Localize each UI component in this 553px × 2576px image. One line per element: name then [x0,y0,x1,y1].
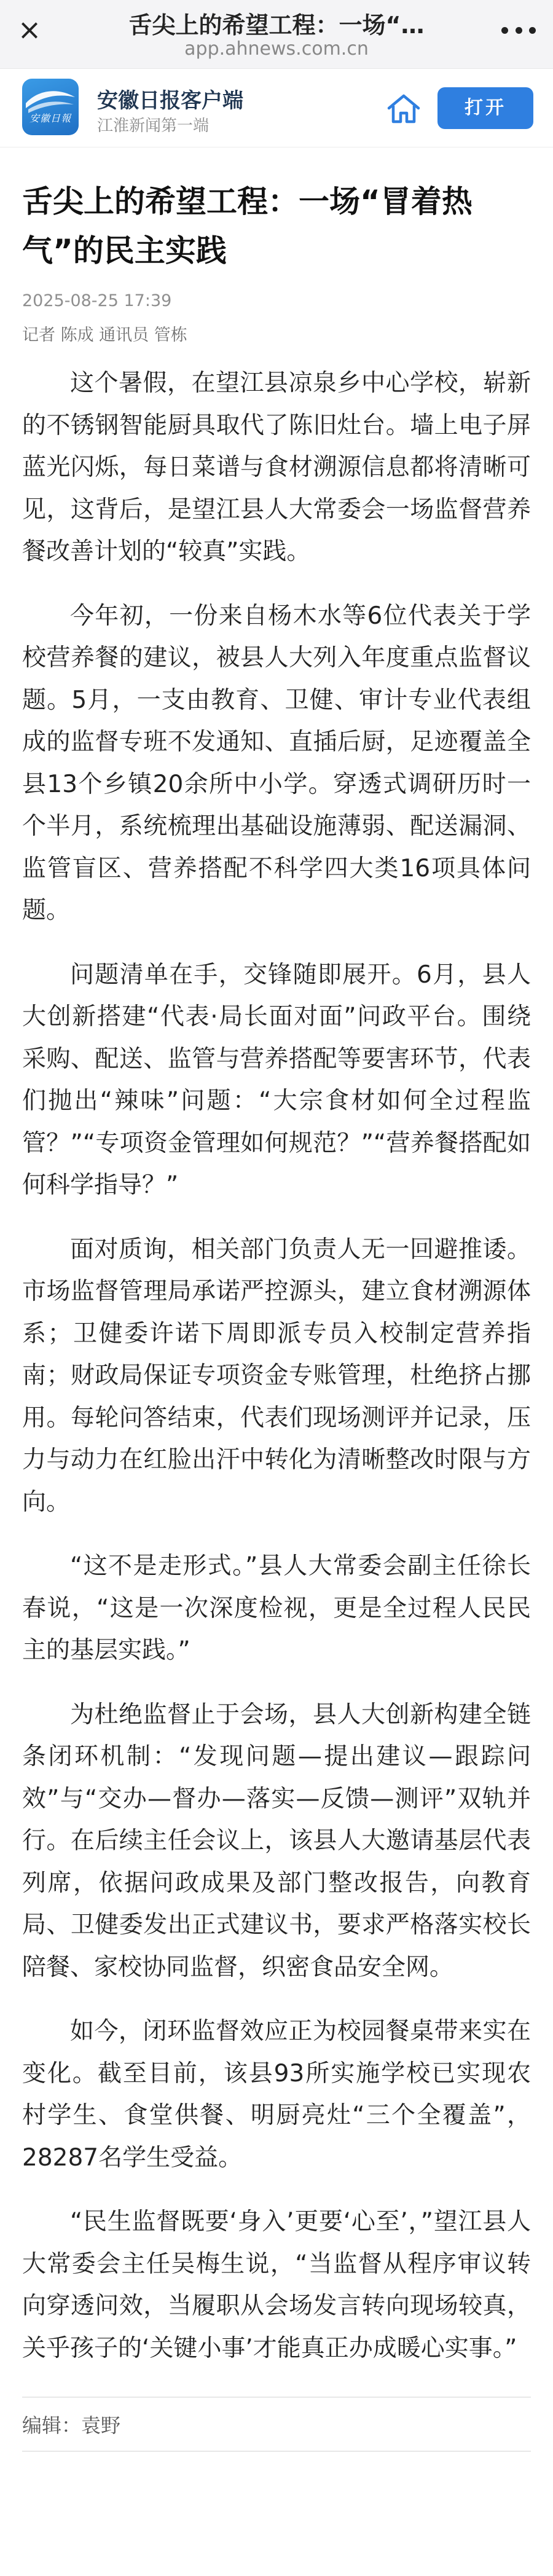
paragraph: 这个暑假，在望江县凉泉乡中心学校，崭新的不锈钢智能厨具取代了陈旧灶台。墙上电子屏蓝光闪烁，每日菜谱与食材溯源信息都将清晰可见，这背后，是望江县人大常委会一场监督营养餐改善计划的“较真”实践。 [22,369,531,565]
browser-top-bar [0,0,553,69]
more-dot [501,27,508,34]
article-headline: 舌尖上的希望工程：一场“冒着热气”的民主实践 [22,184,473,269]
article [22,147,531,2452]
more-icon[interactable] [501,21,536,39]
open-app-button[interactable]: 打开 [437,87,533,129]
home-icon[interactable] [386,93,422,124]
paragraph: 面对质询，相关部门负责人无一回避推诿。市场监督管理局承诺严控源头，建立食材溯源体系；卫健委许诺下周即派专员入校制定营养指南；财政局保证专项资金专账管理，杜绝挤占挪用。每轮问答结束，代表们现场测评并记录，压力与动力在红脸出汗中转化为清晰整改时限与方向。 [22,1235,531,1516]
app-download-banner [0,69,553,147]
app-logo [22,79,79,135]
paragraph: 今年初，一份来自杨木水等6位代表关于学校营养餐的建议，被县人大列入年度重点监督议题。5月，一支由教育、卫健、审计专业代表组成的监督专班不发通知、直插后厨，足迹覆盖全县13个乡镇20余所中小学。穿透式调研历时一个半月，系统梳理出基础设施薄弱、配送漏洞、监管盲区、营养搭配不科学四大类16项具体问题。 [22,602,531,924]
publish-date: 2025-08-25 17:39 [22,291,172,310]
paragraph: “民生监督既要‘身入’更要‘心至’，”望江县人大常委会主任吴梅生说，“当监督从程序审议转向穿透问效，当履职从会场发言转向现场较真，关乎孩子的‘关键小事’才能真正办成暖心实事。” [22,2208,531,2362]
article-body [22,363,531,2370]
byline: 记者 陈成 通讯员 管栋 [22,326,187,345]
logo-wave-icon [22,79,79,135]
divider [22,2397,531,2398]
paragraph: 如今，闭环监督效应正为校园餐桌带来实在变化。截至目前，该县93所实施学校已实现农村学生、食堂供餐、明厨亮灶“三个全覆盖”，28287名学生受益。 [22,2017,531,2172]
app-name: 安徽日报客户端 [97,88,243,113]
page-url: app.ahnews.com.cn [184,38,369,60]
logo-text: 安徽日報 [29,112,71,124]
divider [22,2451,531,2452]
page-title: 舌尖上的希望工程：一场“… [128,12,425,39]
editor-credit: 编辑：袁野 [22,2414,121,2437]
paragraph: “这不是走形式。”县人大常委会副主任徐长春说，“这是一次深度检视，更是全过程人民民主的基层实践。” [22,1552,531,1664]
app-subtitle: 江淮新闻第一端 [97,117,210,135]
close-icon[interactable]: × [17,13,42,46]
more-dot [516,27,522,34]
more-dot [529,27,536,34]
paragraph: 问题清单在手，交锋随即展开。6月，县人大创新搭建“代表·局长面对面”问政平台。围绕采购、配送、监管与营养搭配等要害环节，代表们抛出“辣味”问题：“大宗食材如何全过程监管？”“专项资金管理如何规范？”“营养餐搭配如何科学指导？” [22,960,531,1199]
paragraph: 为杜绝监督止于会场，县人大创新构建全链条闭环机制：“发现问题—提出建议—跟踪问效”与“交办—督办—落实—反馈—测评”双轨并行。在后续主任会议上，该县人大邀请基层代表列席，依据问政成果及部门整改报告，向教育局、卫健委发出正式建议书，要求严格落实校长陪餐、家校协同监督，织密食品安全网。 [22,1700,531,1981]
